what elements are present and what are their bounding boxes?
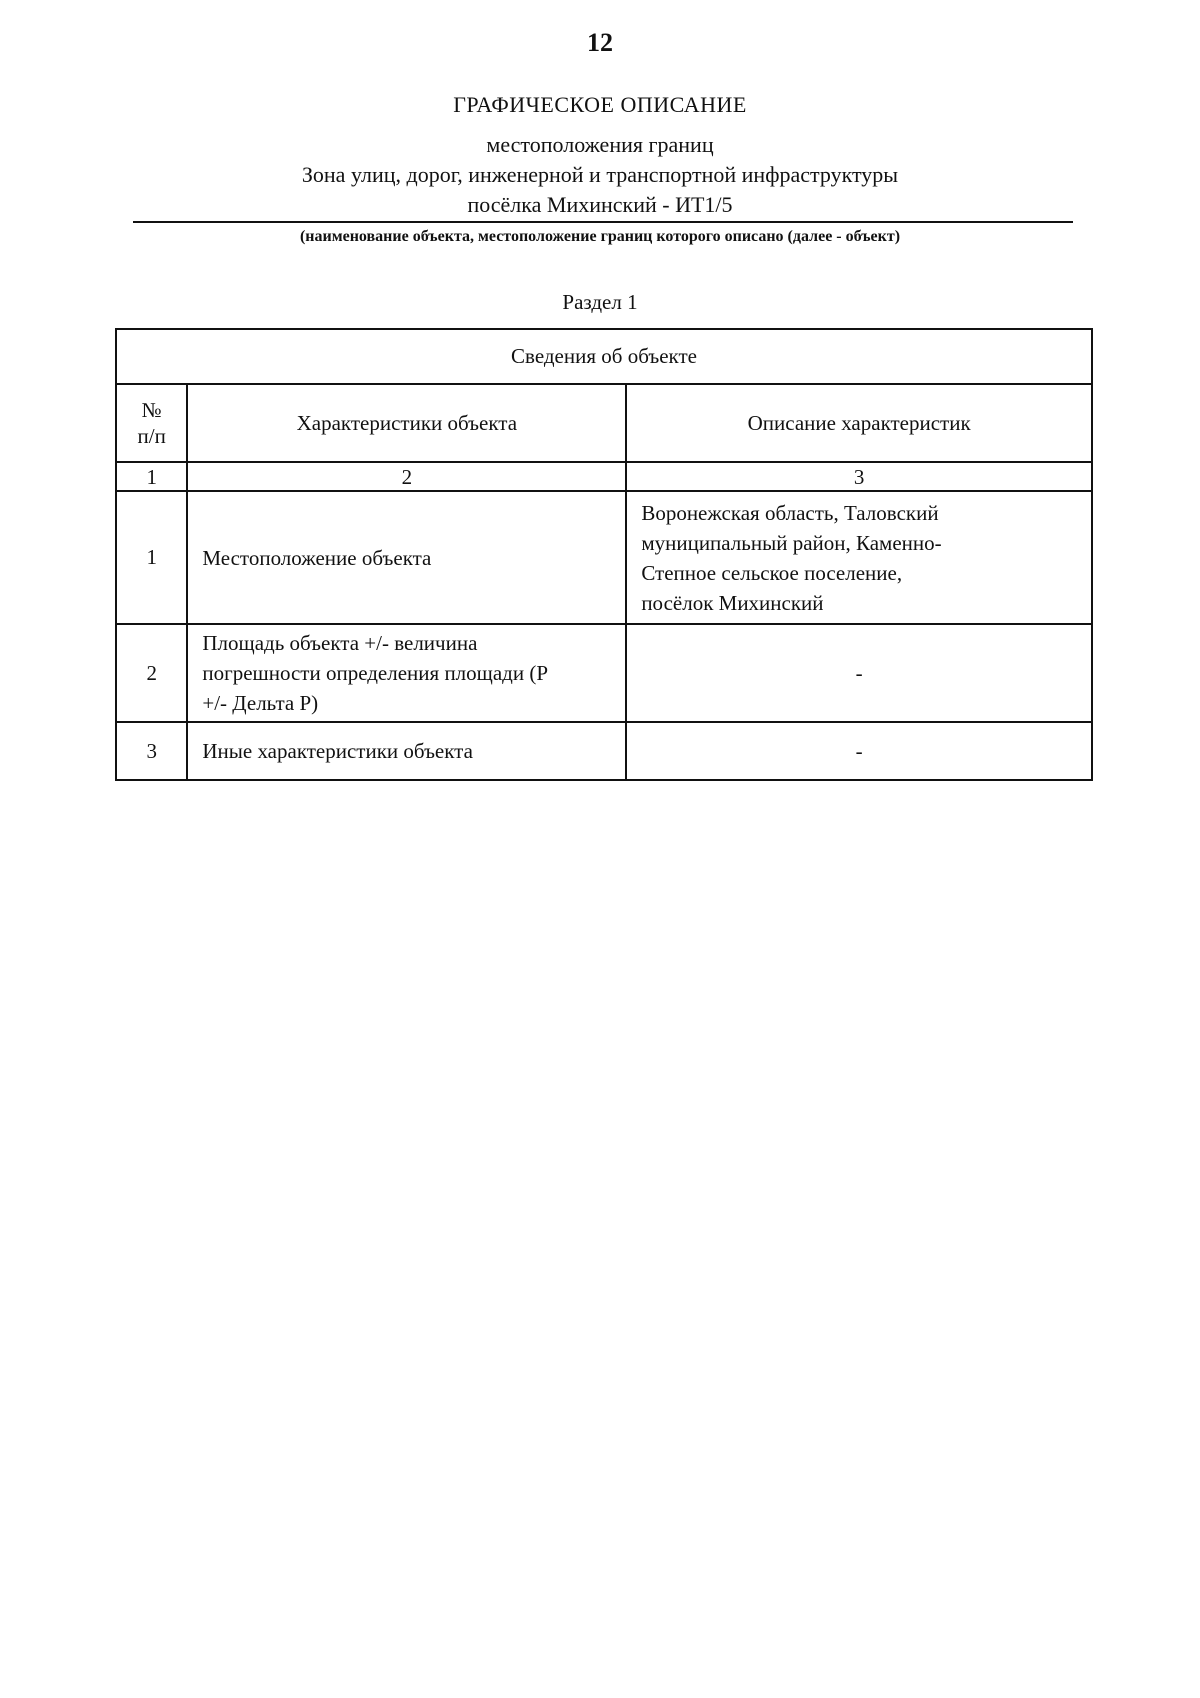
table-row xyxy=(116,624,1092,722)
row-characteristic xyxy=(187,491,626,624)
description-line: муниципальный район, Каменно- xyxy=(641,530,942,555)
description-line: посёлок Михинский xyxy=(641,590,824,615)
header-number-line: п/п xyxy=(137,424,166,448)
table-row xyxy=(116,491,1092,624)
document-subtitle xyxy=(0,130,1200,220)
description-line: Воронежская область, Таловский xyxy=(641,500,939,525)
document-title: ГРАФИЧЕСКОЕ ОПИСАНИЕ xyxy=(453,92,747,117)
row-characteristic xyxy=(187,624,626,722)
characteristic-line: +/- Дельта Р) xyxy=(202,691,319,715)
object-caption: (наименование объекта, местоположение границ которого описано (далее - объект) xyxy=(299,228,901,245)
table-row xyxy=(116,722,1092,780)
header-description: Описание характеристик xyxy=(626,384,1092,462)
page-number: 12 xyxy=(587,28,613,57)
characteristic-line: погрешности определения площади (Р xyxy=(202,661,548,685)
subtitle-line: Зона улиц, дорог, инженерной и транспортной инфраструктуры xyxy=(301,162,899,187)
table-caption: Сведения об объекте xyxy=(116,329,1092,384)
column-number: 1 xyxy=(116,462,187,491)
header-number-line: № xyxy=(141,398,162,422)
subtitle-line: местоположения границ xyxy=(486,132,714,157)
description-line: - xyxy=(855,660,863,685)
row-number: 3 xyxy=(116,722,187,780)
column-number: 3 xyxy=(626,462,1092,491)
description-line: - xyxy=(855,738,863,763)
characteristic-line: Иные характеристики объекта xyxy=(202,739,473,763)
row-description xyxy=(626,491,1092,624)
row-description xyxy=(626,624,1092,722)
header-number xyxy=(116,384,187,462)
section-label: Раздел 1 xyxy=(562,290,638,314)
table-header-row xyxy=(116,384,1092,462)
column-number: 2 xyxy=(187,462,626,491)
subtitle-line: посёлка Михинский - ИТ1/5 xyxy=(467,192,733,217)
characteristic-line: Площадь объекта +/- величина xyxy=(202,631,478,655)
column-number-row xyxy=(116,462,1092,491)
row-number: 1 xyxy=(116,491,187,624)
title-underline xyxy=(133,221,1073,223)
description-line: Степное сельское поселение, xyxy=(641,560,903,585)
row-characteristic xyxy=(187,722,626,780)
characteristic-line: Местоположение объекта xyxy=(202,545,432,570)
object-info-table xyxy=(115,328,1093,781)
row-number: 2 xyxy=(116,624,187,722)
header-characteristics: Характеристики объекта xyxy=(187,384,626,462)
row-description xyxy=(626,722,1092,780)
